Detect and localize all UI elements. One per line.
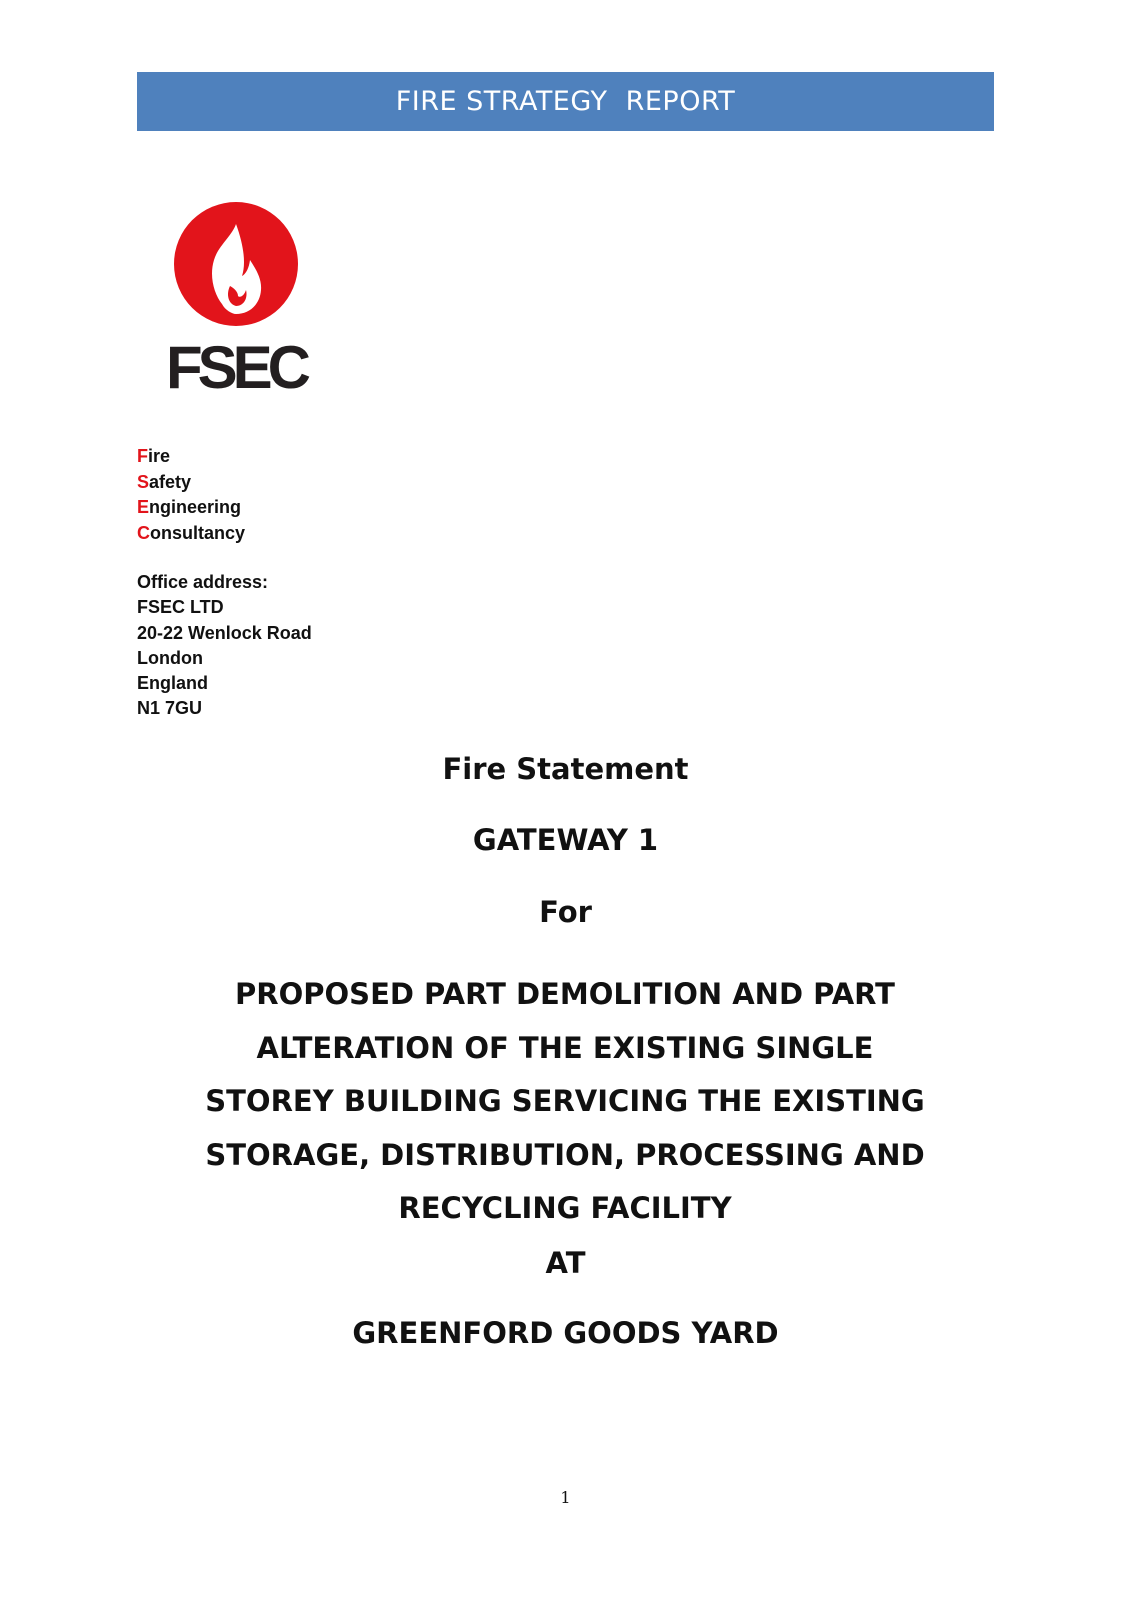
project-description: PROPOSED PART DEMOLITION AND PART ALTERATION OF THE EXISTING SINGLE STOREY BUILDING SERVICING THE EXISTING STORAGE, DISTRIBUTION, PROCESSING AND RECYCLING FACILITY	[205, 977, 925, 1225]
report-header-title: FIRE STRATEGY REPORT	[395, 86, 736, 117]
logo-wordmark: FSEC	[165, 334, 307, 401]
office-address	[137, 570, 312, 722]
address-line: London	[137, 647, 203, 668]
flame-icon	[162, 202, 310, 332]
report-header-bar	[137, 72, 994, 131]
for-label: For	[539, 895, 592, 929]
address-line: FSEC LTD	[137, 597, 224, 618]
project-location: GREENFORD GOODS YARD	[352, 1316, 779, 1350]
acronym-line: Engineering	[137, 497, 242, 517]
address-line: 20-22 Wenlock Road	[137, 622, 312, 643]
gateway-label: GATEWAY 1	[472, 823, 659, 857]
company-acronym	[137, 444, 245, 546]
acronym-line: Fire	[137, 446, 171, 466]
acronym-line: Safety	[137, 471, 192, 492]
fsec-logo	[162, 202, 310, 402]
address-line: N1 7GU	[137, 698, 203, 719]
address-line: England	[137, 673, 208, 694]
page-number: 1	[560, 1488, 571, 1507]
at-label: AT	[545, 1246, 586, 1280]
address-heading: Office address:	[137, 572, 269, 592]
acronym-line: Consultancy	[137, 522, 246, 543]
document-title: Fire Statement	[442, 752, 689, 786]
